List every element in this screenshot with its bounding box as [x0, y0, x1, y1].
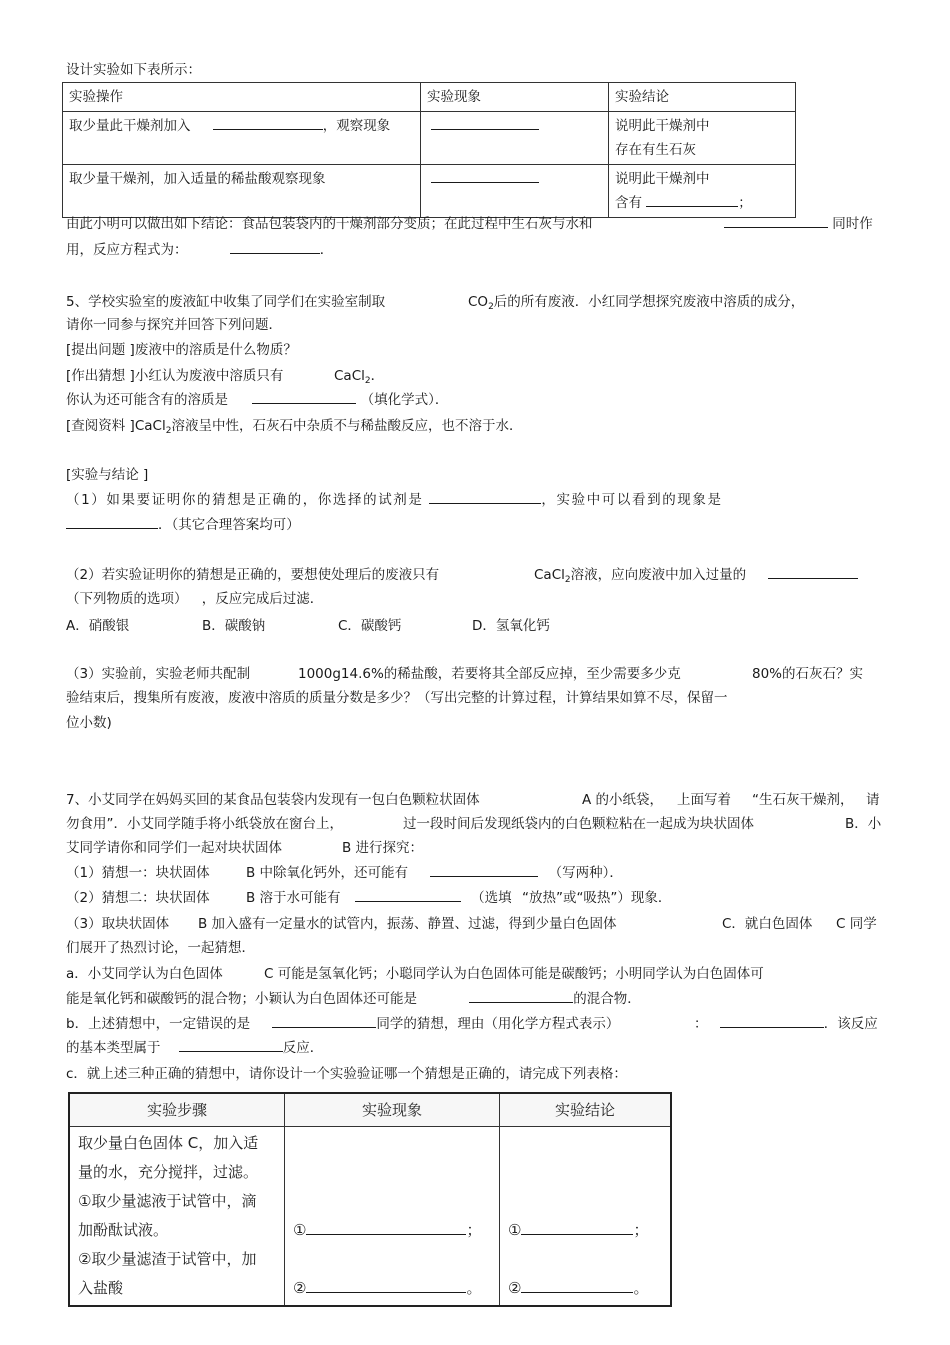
answer-blank[interactable] [306, 1278, 466, 1293]
conclusion-line-1: 由此小明可以做出如下结论：食品包装袋内的干燥剂部分变质；在此过程中生石灰与水和 [66, 216, 593, 232]
q5-option-d: D．氢氧化钙 [472, 618, 550, 634]
answer-blank[interactable] [66, 514, 158, 529]
q5-reference: [查阅资料 ]CaCl$_2$溶液呈中性，石灰石中杂质不与稀盐酸反应，也不溶于水． [66, 418, 523, 436]
answer-blank[interactable] [646, 192, 738, 207]
q5-option-b: B．碳酸钠 [202, 618, 266, 634]
table1-row1-phenomenon [421, 112, 609, 165]
answer-blank[interactable] [179, 1037, 283, 1052]
q7-guess-3: （3）取块状固体 [66, 916, 170, 932]
table2-header-steps: 实验步骤 [69, 1093, 285, 1127]
q5-part1-cont: ．（其它合理答案均可） [66, 513, 300, 533]
table1-row2-operation: 取少量干燥剂，加入适量的稀盐酸观察现象 [63, 165, 421, 218]
q5-you-guess: 你认为还可能含有的溶质是 （填化学式）． [66, 388, 448, 408]
table2-phenomenon: ① ； ② 。 [285, 1127, 500, 1307]
table1-header-operation: 实验操作 [63, 83, 421, 112]
q7-line-2: 勿食用”．小艾同学随手将小纸袋放在窗台上， [66, 816, 343, 832]
q7-line-1: 7、小艾同学在妈妈买回的某食品包装袋内发现有一包白色颗粒状固体 [66, 792, 480, 808]
q5-part2-cont: （下列物质的选项） ，反应完成后过滤． [66, 591, 324, 607]
answer-blank[interactable] [430, 862, 538, 877]
experiment-table-1 [62, 82, 796, 218]
table2-conclusion: ① ； ② 。 [500, 1127, 672, 1307]
q5-exp-title: [实验与结论 ] [66, 467, 149, 483]
answer-blank[interactable] [355, 887, 461, 902]
answer-blank[interactable] [469, 988, 573, 1003]
table1-row1-conclusion: 说明此干燥剂中 存在有生石灰 [609, 112, 796, 165]
answer-blank[interactable] [521, 1278, 633, 1293]
q5-part3-end: 位小数) [66, 715, 112, 731]
q7-b-line-1: b．上述猜想中，一定错误的是 同学的猜想，理由（用化学方程式表示） [66, 1012, 619, 1032]
q5-option-c: C．碳酸钙 [338, 618, 402, 634]
answer-blank[interactable] [724, 213, 828, 228]
q5-line-1: 5、学校实验室的废液缸中收集了同学们在实验室制取 [66, 294, 386, 310]
conclusion-line-2: 用，反应方程式为： ． [66, 238, 333, 258]
q7-guess-3-cont: 们展开了热烈讨论，一起猜想． [66, 940, 255, 956]
answer-blank[interactable] [306, 1220, 466, 1235]
q7-b-line-2: 的基本类型属于 反应． [66, 1036, 323, 1056]
answer-blank[interactable] [720, 1013, 824, 1028]
q7-c-line: c．就上述三种正确的猜想中，请你设计一个实验验证哪一个猜想是正确的，请完成下列表格： [66, 1066, 627, 1082]
q7-guess-1: （1）猜想一：块状固体 [66, 865, 210, 881]
table1-row2-phenomenon [421, 165, 609, 218]
answer-blank[interactable] [230, 239, 320, 254]
q7-a-line-2: 能是氧化钙和碳酸钙的混合物；小颖认为白色固体还可能是 的混合物． [66, 987, 641, 1007]
q7-line-3: 艾同学请你和同学们一起对块状固体 [66, 840, 282, 856]
q5-part3: （3）实验前，实验老师共配制 [66, 666, 251, 682]
answer-blank[interactable] [768, 564, 858, 579]
q5-part2: （2）若实验证明你的猜想是正确的，要想使处理后的废液只有 [66, 567, 440, 583]
table1-row2-conclusion: 说明此干燥剂中 含有 ； [609, 165, 796, 218]
answer-blank[interactable] [213, 115, 323, 130]
q5-part1: （1）如果要证明你的猜想是正确的，你选择的试剂是 ，实验中可以看到的现象是 [66, 488, 723, 508]
q7-a-line-1: a．小艾同学认为白色固体 [66, 966, 223, 982]
table2-header-conclusion: 实验结论 [500, 1093, 672, 1127]
answer-blank[interactable] [272, 1013, 376, 1028]
answer-blank[interactable] [521, 1220, 633, 1235]
answer-blank[interactable] [252, 389, 356, 404]
table1-row1-operation: 取少量此干燥剂加入 ，观察现象 [63, 112, 421, 165]
table1-header-conclusion: 实验结论 [609, 83, 796, 112]
q5-part3-cont: 验结束后，搜集所有废液，废液中溶质的质量分数是多少？（写出完整的计算过程，计算结果如算不尽，保留一 [66, 690, 728, 706]
table1-header-phenomenon: 实验现象 [421, 83, 609, 112]
answer-blank[interactable] [429, 489, 541, 504]
table2-steps: 取少量白色固体 C，加入适 量的水，充分搅拌，过滤。 ①取少量滤液于试管中，滴 加酚酞试液。 ②取少量滤渣于试管中，加 入盐酸 [69, 1127, 285, 1307]
answer-blank[interactable] [431, 115, 539, 130]
table2-header-phenomenon: 实验现象 [285, 1093, 500, 1127]
q5-guess: [作出猜想 ]小红认为废液中溶质只有 [66, 368, 284, 384]
q7-guess-2: （2）猜想二：块状固体 [66, 890, 210, 906]
intro-text: 设计实验如下表所示： [66, 62, 201, 78]
answer-blank[interactable] [431, 168, 539, 183]
q5-option-a: A．硝酸银 [66, 618, 130, 634]
q5-line-2: 请你一同参与探究并回答下列问题． [66, 317, 282, 333]
q5-question: [提出问题 ]废液中的溶质是什么物质？ [66, 342, 297, 358]
experiment-table-2 [68, 1092, 672, 1307]
